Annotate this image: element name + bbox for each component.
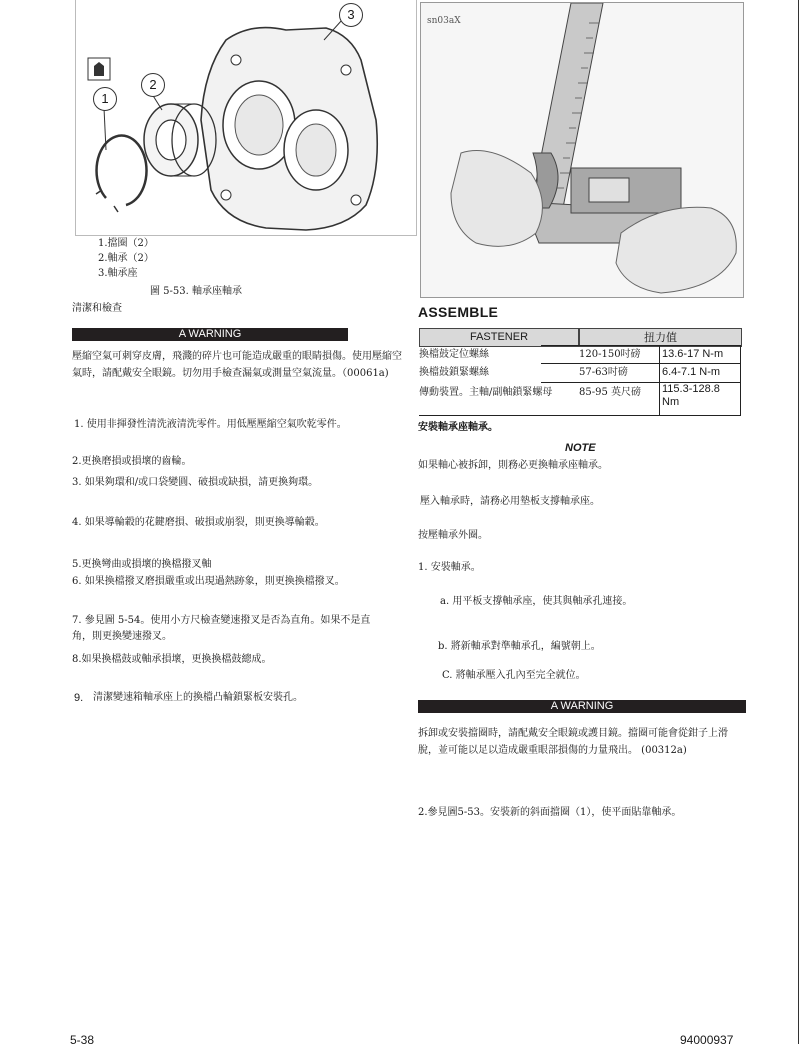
table-row-3-fastener: 傳動裝置。主軸/副軸鎖緊螺母 [419, 387, 553, 398]
table-row-1-fastener: 換檔鼓定位螺絲 [419, 349, 489, 360]
figure-caption: 圖 5-53. 軸承座軸承 [150, 286, 243, 297]
table-row-2-value1: 57-63吋磅 [579, 367, 628, 378]
table-header-torque: 扭力值 [579, 328, 742, 347]
document-number: 94000937 [680, 1033, 734, 1047]
warning-bar: A WARNING [72, 328, 348, 341]
press-paragraph: 壓入軸承時，請務必用墊板支撐軸承座。 [420, 496, 600, 507]
step-9-number: 9. [74, 692, 84, 704]
callout-3: 3 [339, 3, 363, 27]
note-text: 如果軸心被拆卸，則務必更換軸承座軸承。 [418, 460, 608, 471]
step-5: 5.更換彎曲或損壞的換檔撥叉軸 [72, 559, 212, 570]
legend-item-3: 3.軸承座 [98, 268, 138, 279]
step-6: 6. 如果換檔撥叉磨損嚴重或出現過熱跡象，則更換換檔撥叉。 [72, 576, 345, 587]
table-row-2-value2: 6.4-7.1 N-m [662, 366, 721, 378]
step-4: 4. 如果導輪轂的花鍵磨損、破損或崩裂，則更換導輪轂。 [72, 517, 325, 528]
square-check-figure [420, 2, 744, 298]
step-8: 8.如果換檔鼓或軸承損壞，更換換檔鼓總成。 [72, 654, 272, 665]
install-step-1: 1. 安裝軸承。 [418, 562, 481, 573]
install-step-2: 2.參見圖5-53。安裝新的斜面擋圈（1），使平面貼靠軸承。 [418, 807, 682, 818]
bearing-housing-figure [75, 0, 417, 236]
note-title: NOTE [565, 442, 596, 454]
legend-item-1: 1.擋圈（2） [98, 238, 154, 249]
table-header-fastener: FASTENER [419, 328, 579, 347]
warning-bar-right: A WARNING [418, 700, 746, 713]
legend-item-2: 2.軸承（2） [98, 253, 154, 264]
table-row-1-value1: 120-150吋磅 [579, 349, 641, 360]
step-3: 3. 如果夠環和/或口袋變圓、破損或缺損，請更換夠環。 [72, 477, 319, 488]
assemble-title: ASSEMBLE [418, 304, 499, 320]
step-9-text: 清潔變速箱軸承座上的換檔凸輪鎖緊板安裝孔。 [93, 692, 303, 703]
section-title: 清潔和檢查 [72, 303, 122, 314]
square-check-illustration [421, 3, 743, 297]
install-step-1b: b. 將新軸承對準軸承孔，編號朝上。 [438, 641, 601, 652]
table-row-1-value2: 13.6-17 N-m [662, 348, 724, 360]
step-2: 2.更換磨損或損壞的齒輪。 [72, 456, 192, 467]
step-1: 1. 使用非揮發性清洗液清洗零件。用低壓壓縮空氣吹乾零件。 [74, 419, 347, 430]
install-step-1c: C. 將軸承壓入孔內至完全就位。 [442, 670, 586, 681]
outer-race-paragraph: 按壓軸承外圈。 [418, 530, 488, 541]
figure-tag: sn03aX [427, 16, 461, 26]
page-edge-rule [798, 0, 799, 1044]
bearing-housing-illustration [76, 0, 416, 235]
table-row-3-value1: 85-95 英尺磅 [579, 387, 642, 398]
install-step-1a: a. 用平板支撐軸承座，使其與軸承孔連接。 [440, 596, 633, 607]
warning-text: 壓縮空氣可刺穿皮膚，飛濺的碎片也可能造成嚴重的眼睛損傷。使用壓縮空氣時，請配戴安全眼鏡。切勿用手檢查漏氣或測量空氣流量。（00061a) [72, 351, 402, 379]
page-number: 5-38 [70, 1033, 95, 1047]
warning-text-right: 拆卸或安裝擋圈時，請配戴安全眼鏡或護目鏡。擋圈可能會從鉗子上滑脫，並可能以足以造成嚴重眼部損傷的力量飛出。 (00312a) [418, 728, 728, 756]
callout-1: 1 [93, 87, 117, 111]
torque-table [419, 328, 743, 418]
step-7: 7. 參見圖 5-54。使用小方尺檢查變速撥叉是否為直角。如果不是直角，則更換變速撥叉。 [72, 615, 371, 642]
install-subtitle: 安裝軸承座軸承。 [418, 422, 498, 433]
table-row-2-fastener: 換檔鼓鎖緊螺絲 [419, 367, 489, 378]
table-row-3-value2: 115.3-128.8 Nm [662, 383, 720, 408]
callout-2: 2 [141, 73, 165, 97]
